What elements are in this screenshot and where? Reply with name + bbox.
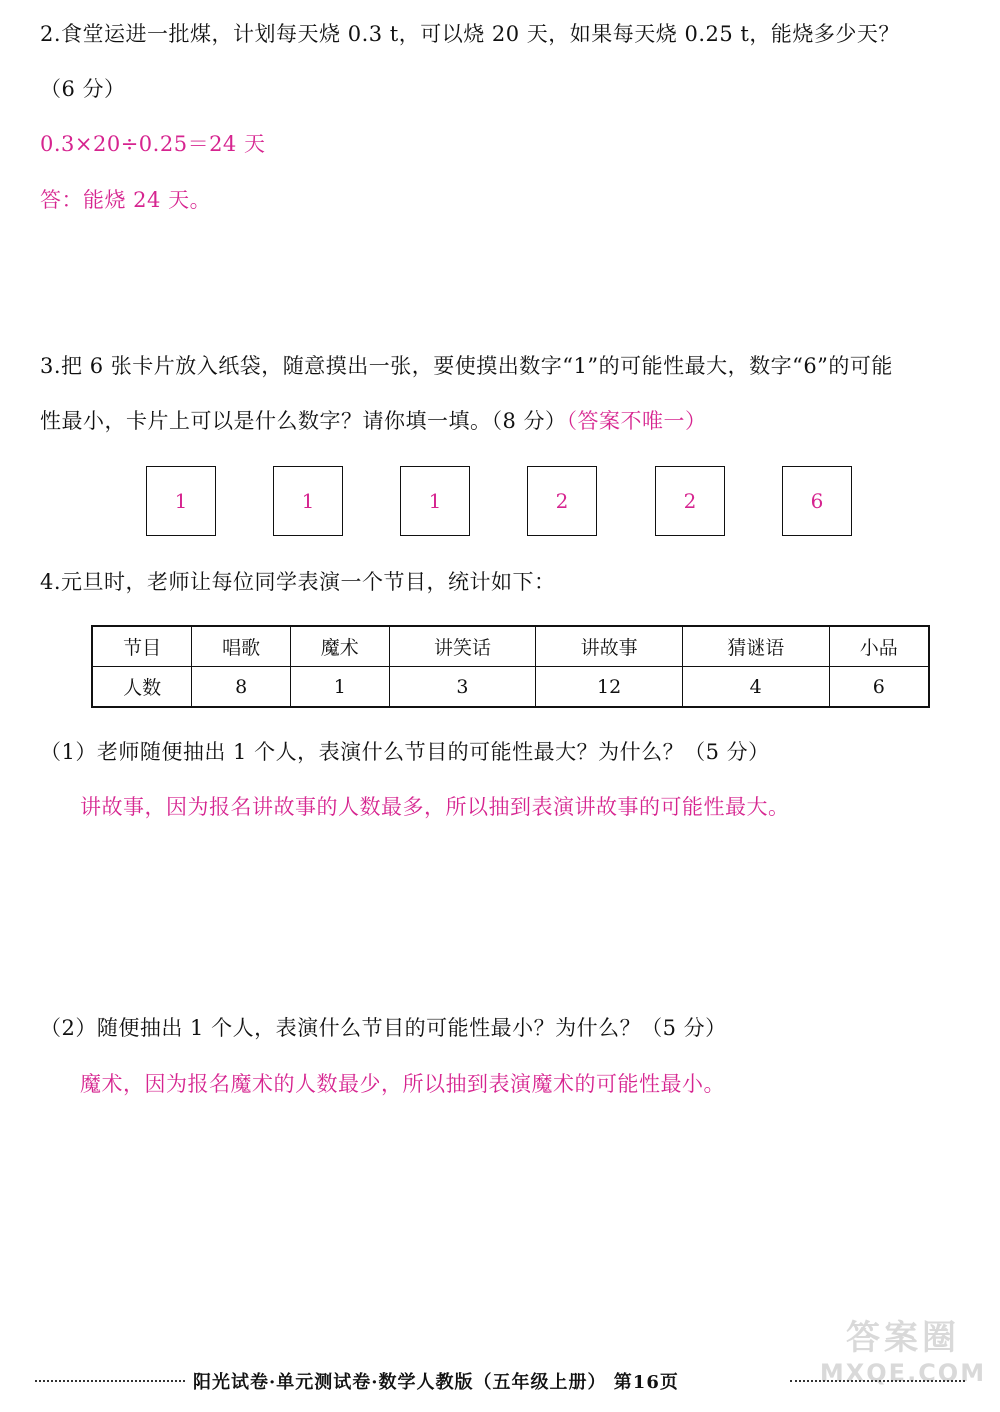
table-header-cell: 讲故事 — [536, 626, 683, 667]
q4-sub2-answer: 魔术，因为报名魔术的人数最少，所以抽到表演魔术的可能性最小。 — [80, 1072, 725, 1096]
q2-answer-calculation: 0.3×20÷0.25＝24 天 — [40, 132, 266, 156]
table-cell: 1 — [291, 667, 390, 708]
q4-intro: 4.元旦时，老师让每位同学表演一个节目，统计如下： — [40, 570, 556, 594]
card-6: 6 — [782, 466, 852, 536]
card-5: 2 — [655, 466, 725, 536]
table-header-cell: 节目 — [92, 626, 192, 667]
table-header-cell: 讲笑话 — [389, 626, 536, 667]
program-statistics-table — [91, 625, 930, 708]
q2-question-line1: 2.食堂运进一批煤，计划每天烧 0.3 t，可以烧 20 天，如果每天烧 0.25 t，能烧多少天？ — [40, 22, 900, 46]
table-header-cell: 唱歌 — [192, 626, 291, 667]
q2-answer-statement: 答：能烧 24 天。 — [40, 188, 212, 212]
table-cell: 8 — [192, 667, 291, 708]
watermark-top-text: 答案圈 — [846, 1318, 960, 1358]
table-header-cell: 小品 — [829, 626, 929, 667]
table-header-cell: 魔术 — [291, 626, 390, 667]
table-cell: 6 — [829, 667, 929, 708]
watermark-logo — [818, 1318, 988, 1398]
footer-rule-right — [790, 1380, 965, 1382]
q3-question-text: 性最小，卡片上可以是什么数字？请你填一填。（8 分） — [40, 409, 567, 433]
footer-text: 阳光试卷·单元测试卷·数学人教版（五年级上册） 第16页 — [193, 1372, 679, 1393]
footer-rule-left — [35, 1380, 185, 1382]
table-header-cell: 猜谜语 — [682, 626, 829, 667]
table-cell: 4 — [682, 667, 829, 708]
table-cell: 12 — [536, 667, 683, 708]
watermark-bottom-text: MXQE.COM — [819, 1359, 987, 1387]
card-2: 1 — [273, 466, 343, 536]
q3-answer-note: （答案不唯一） — [566, 409, 707, 433]
table-row — [92, 667, 929, 708]
table-cell: 人数 — [92, 667, 192, 708]
card-4: 2 — [527, 466, 597, 536]
q4-sub1-question: （1）老师随便抽出 1 个人，表演什么节目的可能性最大？为什么？（5 分） — [40, 740, 770, 764]
q4-sub1-answer: 讲故事，因为报名讲故事的人数最多，所以抽到表演讲故事的可能性最大。 — [80, 795, 790, 819]
q2-points: （6 分） — [40, 77, 126, 101]
card-3: 1 — [400, 466, 470, 536]
card-1: 1 — [146, 466, 216, 536]
q3-question-line2 — [40, 406, 707, 436]
q3-question-line1: 3.把 6 张卡片放入纸袋，随意摸出一张，要使摸出数字“1”的可能性最大，数字“6”的可能 — [40, 354, 893, 378]
table-header-row — [92, 626, 929, 667]
q4-sub2-question: （2）随便抽出 1 个人，表演什么节目的可能性最小？为什么？（5 分） — [40, 1016, 727, 1040]
table-cell: 3 — [389, 667, 536, 708]
